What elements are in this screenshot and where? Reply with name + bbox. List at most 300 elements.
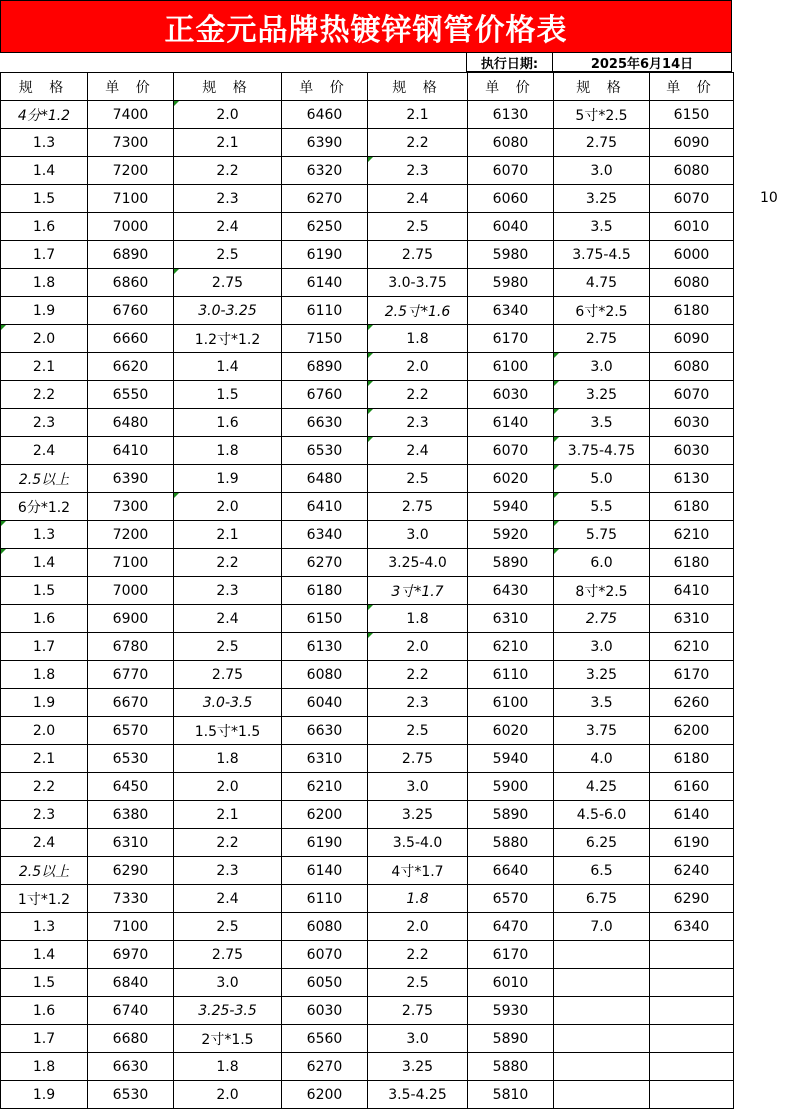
- price-cell: 6890: [88, 241, 174, 269]
- price-cell: 6430: [468, 577, 554, 605]
- price-cell: 7000: [88, 213, 174, 241]
- price-cell: 7330: [88, 885, 174, 913]
- table-row: [1, 465, 734, 493]
- spec-cell: 1.3: [1, 913, 88, 941]
- price-cell: [650, 941, 734, 969]
- price-cell: 5940: [468, 745, 554, 773]
- price-cell: 6040: [468, 213, 554, 241]
- table-row: [1, 857, 734, 885]
- price-cell: 6210: [468, 633, 554, 661]
- price-cell: 6170: [650, 661, 734, 689]
- price-cell: 7000: [88, 577, 174, 605]
- spec-cell: 2.4: [174, 213, 282, 241]
- price-cell: 6190: [282, 241, 368, 269]
- price-header: 单 价: [282, 73, 368, 101]
- price-cell: 6090: [650, 325, 734, 353]
- spec-cell: 2.75: [174, 941, 282, 969]
- price-cell: 6190: [282, 829, 368, 857]
- spec-cell: 3.0: [554, 157, 650, 185]
- spec-cell: 3.0: [554, 353, 650, 381]
- price-cell: [650, 1053, 734, 1081]
- price-cell: 6680: [88, 1025, 174, 1053]
- spec-cell: 1.6: [1, 213, 88, 241]
- price-cell: 6630: [88, 1053, 174, 1081]
- price-cell: 6740: [88, 997, 174, 1025]
- price-cell: 6200: [650, 717, 734, 745]
- price-cell: 6340: [282, 521, 368, 549]
- price-cell: 6530: [88, 745, 174, 773]
- price-cell: 6460: [282, 101, 368, 129]
- price-cell: 6450: [88, 773, 174, 801]
- spec-cell: 2.1: [368, 101, 468, 129]
- price-cell: 7200: [88, 521, 174, 549]
- table-row: [1, 605, 734, 633]
- spec-cell: 2.5以上: [1, 465, 88, 493]
- price-cell: 6210: [650, 521, 734, 549]
- price-cell: 6340: [468, 297, 554, 325]
- spec-cell: 2.4: [174, 885, 282, 913]
- price-cell: 6310: [282, 745, 368, 773]
- table-row: [1, 829, 734, 857]
- spec-cell: 2.5: [174, 913, 282, 941]
- spec-cell: 3.0: [174, 969, 282, 997]
- price-cell: 6110: [468, 661, 554, 689]
- price-cell: 6320: [282, 157, 368, 185]
- spec-cell: 2.4: [1, 829, 88, 857]
- spec-cell: 2.0: [174, 773, 282, 801]
- spec-cell: 3.5: [554, 213, 650, 241]
- price-cell: 6290: [650, 885, 734, 913]
- spec-cell: 4.25: [554, 773, 650, 801]
- price-cell: 5920: [468, 521, 554, 549]
- spec-cell: 1寸*1.2: [1, 885, 88, 913]
- table-row: [1, 1053, 734, 1081]
- price-cell: 6630: [282, 717, 368, 745]
- spec-cell: 1.5: [1, 577, 88, 605]
- spec-cell: 2.2: [368, 661, 468, 689]
- spec-cell: 1.7: [1, 633, 88, 661]
- spec-cell: 2.75: [368, 493, 468, 521]
- spec-cell: 2.5寸*1.6: [368, 297, 468, 325]
- spec-cell: 2.5以上: [1, 857, 88, 885]
- spec-cell: 2.75: [554, 605, 650, 633]
- spec-cell: 5.0: [554, 465, 650, 493]
- spec-cell: 3.0: [368, 521, 468, 549]
- spec-cell: 3.5: [554, 409, 650, 437]
- price-cell: 6630: [282, 409, 368, 437]
- price-cell: 6570: [468, 885, 554, 913]
- price-cell: 5880: [468, 829, 554, 857]
- price-cell: 6270: [282, 185, 368, 213]
- spec-cell: 6.25: [554, 829, 650, 857]
- price-cell: 7200: [88, 157, 174, 185]
- price-cell: 6110: [282, 297, 368, 325]
- price-cell: 6210: [282, 773, 368, 801]
- spec-cell: 5.75: [554, 521, 650, 549]
- price-cell: 6260: [650, 689, 734, 717]
- price-cell: 6130: [468, 101, 554, 129]
- table-row: [1, 157, 734, 185]
- spec-cell: 2.75: [554, 129, 650, 157]
- price-cell: 6900: [88, 605, 174, 633]
- price-cell: 6270: [282, 549, 368, 577]
- price-cell: 6390: [88, 465, 174, 493]
- spec-cell: 1.5: [1, 185, 88, 213]
- spec-cell: 2.1: [174, 521, 282, 549]
- spec-cell: 3.0: [554, 633, 650, 661]
- spec-cell: 3.75-4.75: [554, 437, 650, 465]
- spec-cell: 2.2: [174, 829, 282, 857]
- price-cell: 6310: [650, 605, 734, 633]
- spec-cell: [554, 1053, 650, 1081]
- price-cell: 6470: [468, 913, 554, 941]
- spec-cell: 1.8: [1, 661, 88, 689]
- price-cell: 6180: [650, 493, 734, 521]
- spec-cell: 1.9: [1, 1081, 88, 1109]
- spec-cell: 2.75: [368, 241, 468, 269]
- spec-cell: 2.3: [368, 409, 468, 437]
- spec-cell: 3.5-4.25: [368, 1081, 468, 1109]
- price-cell: 6060: [468, 185, 554, 213]
- spec-cell: 1.8: [1, 1053, 88, 1081]
- spec-cell: 3.25: [554, 661, 650, 689]
- spec-cell: 8寸*2.5: [554, 577, 650, 605]
- table-row: [1, 549, 734, 577]
- price-cell: 6770: [88, 661, 174, 689]
- price-cell: 6070: [468, 157, 554, 185]
- table-row: [1, 801, 734, 829]
- price-cell: 6040: [282, 689, 368, 717]
- table-row: [1, 409, 734, 437]
- spec-cell: 3.0: [368, 773, 468, 801]
- spec-cell: 2.4: [368, 185, 468, 213]
- spec-cell: 3.0-3.5: [174, 689, 282, 717]
- price-cell: [650, 1081, 734, 1109]
- spec-cell: 2.5: [368, 717, 468, 745]
- table-row: [1, 129, 734, 157]
- spec-header: 规 格: [554, 73, 650, 101]
- price-cell: 6780: [88, 633, 174, 661]
- table-row: [1, 941, 734, 969]
- price-cell: 5880: [468, 1053, 554, 1081]
- price-cell: 6080: [650, 353, 734, 381]
- date-label: 执行日期:: [466, 53, 552, 72]
- price-cell: 6130: [282, 633, 368, 661]
- spec-header: 规 格: [174, 73, 282, 101]
- spec-cell: 2.5: [368, 213, 468, 241]
- spec-cell: 2.2: [1, 381, 88, 409]
- price-cell: 6140: [282, 269, 368, 297]
- price-cell: 6480: [282, 465, 368, 493]
- price-cell: 6180: [282, 577, 368, 605]
- price-cell: 6660: [88, 325, 174, 353]
- spec-cell: 2.75: [368, 745, 468, 773]
- spec-cell: 6分*1.2: [1, 493, 88, 521]
- spec-cell: 1.8: [174, 745, 282, 773]
- price-cell: 6890: [282, 353, 368, 381]
- price-cell: 6760: [88, 297, 174, 325]
- table-row: [1, 493, 734, 521]
- spec-cell: 2.2: [368, 941, 468, 969]
- spec-cell: 1.8: [174, 1053, 282, 1081]
- spec-cell: 2.2: [368, 381, 468, 409]
- price-cell: 6010: [468, 969, 554, 997]
- price-cell: 6310: [468, 605, 554, 633]
- price-cell: 6170: [468, 941, 554, 969]
- table-row: [1, 269, 734, 297]
- price-cell: 6020: [468, 465, 554, 493]
- spec-cell: 3寸*1.7: [368, 577, 468, 605]
- price-cell: 6310: [88, 829, 174, 857]
- price-cell: 6410: [88, 437, 174, 465]
- price-cell: 6180: [650, 745, 734, 773]
- price-cell: 6270: [282, 1053, 368, 1081]
- price-cell: 6640: [468, 857, 554, 885]
- spec-cell: 2.3: [368, 689, 468, 717]
- table-row: [1, 633, 734, 661]
- price-cell: 6530: [282, 437, 368, 465]
- spec-cell: 1.8: [174, 437, 282, 465]
- price-cell: 6130: [650, 465, 734, 493]
- price-cell: 6100: [468, 353, 554, 381]
- table-row: [1, 661, 734, 689]
- price-cell: 6200: [282, 801, 368, 829]
- spec-cell: 2.0: [1, 717, 88, 745]
- price-cell: 5980: [468, 241, 554, 269]
- price-cell: 6390: [282, 129, 368, 157]
- price-cell: 6030: [650, 437, 734, 465]
- spec-cell: 2.0: [174, 493, 282, 521]
- price-cell: 5890: [468, 549, 554, 577]
- spec-cell: 6.5: [554, 857, 650, 885]
- spec-cell: 3.5-4.0: [368, 829, 468, 857]
- table-row: [1, 1025, 734, 1053]
- spec-cell: 3.25-4.0: [368, 549, 468, 577]
- table-row: [1, 773, 734, 801]
- spec-cell: 5.5: [554, 493, 650, 521]
- price-cell: 6050: [282, 969, 368, 997]
- table-row: [1, 101, 734, 129]
- price-cell: 6480: [88, 409, 174, 437]
- price-cell: 6210: [650, 633, 734, 661]
- price-cell: 7100: [88, 185, 174, 213]
- table-row: [1, 885, 734, 913]
- spec-cell: 2.0: [1, 325, 88, 353]
- price-cell: 5810: [468, 1081, 554, 1109]
- price-cell: 6140: [282, 857, 368, 885]
- price-cell: 6020: [468, 717, 554, 745]
- spec-cell: 3.75: [554, 717, 650, 745]
- price-cell: 6070: [650, 381, 734, 409]
- spec-cell: 1.8: [1, 269, 88, 297]
- spec-cell: 6寸*2.5: [554, 297, 650, 325]
- price-cell: 6030: [650, 409, 734, 437]
- spec-header: 规 格: [1, 73, 88, 101]
- price-cell: 6080: [282, 913, 368, 941]
- spec-cell: 6.75: [554, 885, 650, 913]
- price-cell: 7400: [88, 101, 174, 129]
- table-row: [1, 745, 734, 773]
- spec-cell: 3.25-3.5: [174, 997, 282, 1025]
- price-cell: 6570: [88, 717, 174, 745]
- spec-cell: 2.75: [174, 661, 282, 689]
- price-cell: 5890: [468, 1025, 554, 1053]
- spec-cell: [554, 997, 650, 1025]
- table-row: [1, 241, 734, 269]
- spec-cell: 3.0-3.75: [368, 269, 468, 297]
- spec-cell: 2.0: [368, 913, 468, 941]
- spec-cell: 2.3: [368, 157, 468, 185]
- spec-cell: 2.75: [174, 269, 282, 297]
- price-cell: 6860: [88, 269, 174, 297]
- spec-cell: 2.3: [174, 185, 282, 213]
- spec-cell: 4.75: [554, 269, 650, 297]
- table-row: [1, 913, 734, 941]
- table-row: [1, 1081, 734, 1109]
- price-cell: 6110: [282, 885, 368, 913]
- price-cell: 6160: [650, 773, 734, 801]
- spec-cell: [554, 1081, 650, 1109]
- spec-cell: 1.5: [1, 969, 88, 997]
- spec-cell: 1.4: [1, 157, 88, 185]
- price-cell: 6100: [468, 689, 554, 717]
- spec-cell: 4寸*1.7: [368, 857, 468, 885]
- price-cell: 6030: [282, 997, 368, 1025]
- price-cell: 6760: [282, 381, 368, 409]
- price-cell: 6150: [650, 101, 734, 129]
- spec-cell: 2.0: [368, 353, 468, 381]
- spec-cell: 2.3: [174, 857, 282, 885]
- price-cell: 6170: [468, 325, 554, 353]
- spec-cell: 2.75: [368, 997, 468, 1025]
- spec-cell: 1.4: [1, 941, 88, 969]
- spec-cell: [554, 969, 650, 997]
- price-cell: 6250: [282, 213, 368, 241]
- side-note: 10: [760, 190, 778, 206]
- spec-cell: 2.2: [174, 549, 282, 577]
- spec-cell: 2.4: [174, 605, 282, 633]
- spec-cell: 3.5: [554, 689, 650, 717]
- price-cell: 6190: [650, 829, 734, 857]
- table-row: [1, 185, 734, 213]
- table-row: [1, 969, 734, 997]
- price-cell: 7150: [282, 325, 368, 353]
- spec-cell: 2.0: [174, 1081, 282, 1109]
- spec-cell: 1.5寸*1.5: [174, 717, 282, 745]
- price-cell: 6080: [650, 157, 734, 185]
- price-cell: 6070: [282, 941, 368, 969]
- price-cell: 5940: [468, 493, 554, 521]
- spec-cell: 2.3: [1, 801, 88, 829]
- date-value: 2025年6月14日: [552, 53, 732, 72]
- spec-cell: 2.2: [174, 157, 282, 185]
- price-cell: 5890: [468, 801, 554, 829]
- price-cell: 6840: [88, 969, 174, 997]
- price-cell: 7100: [88, 549, 174, 577]
- spec-cell: 3.25: [554, 185, 650, 213]
- spec-cell: 2.1: [174, 129, 282, 157]
- price-cell: 5980: [468, 269, 554, 297]
- spec-cell: 3.75-4.5: [554, 241, 650, 269]
- spec-cell: 6.0: [554, 549, 650, 577]
- table-row: [1, 997, 734, 1025]
- table-row: [1, 381, 734, 409]
- spec-cell: 3.0-3.25: [174, 297, 282, 325]
- price-cell: 6090: [650, 129, 734, 157]
- spec-cell: 5寸*2.5: [554, 101, 650, 129]
- date-row: [0, 53, 733, 72]
- price-cell: 6140: [650, 801, 734, 829]
- spec-cell: 2.4: [1, 437, 88, 465]
- price-header: 单 价: [88, 73, 174, 101]
- page-title: 正金元品牌热镀锌钢管价格表: [0, 0, 732, 53]
- spec-cell: 1.4: [1, 549, 88, 577]
- spec-cell: 1.3: [1, 129, 88, 157]
- spec-cell: 1.8: [368, 605, 468, 633]
- spec-cell: 1.2寸*1.2: [174, 325, 282, 353]
- price-cell: 6550: [88, 381, 174, 409]
- price-cell: 5900: [468, 773, 554, 801]
- spec-cell: 2.2: [1, 773, 88, 801]
- spec-cell: 3.0: [368, 1025, 468, 1053]
- spec-cell: 1.6: [1, 997, 88, 1025]
- spec-cell: [554, 941, 650, 969]
- table-row: [1, 717, 734, 745]
- spec-cell: 2.0: [174, 101, 282, 129]
- spec-cell: 4.0: [554, 745, 650, 773]
- spec-cell: 4.5-6.0: [554, 801, 650, 829]
- spec-cell: 2.5: [174, 241, 282, 269]
- price-cell: 6380: [88, 801, 174, 829]
- spec-cell: 1.3: [1, 521, 88, 549]
- spec-cell: 3.25: [368, 1053, 468, 1081]
- price-cell: 5930: [468, 997, 554, 1025]
- spec-cell: 3.25: [554, 381, 650, 409]
- spec-cell: 1.6: [174, 409, 282, 437]
- spec-cell: 2.5: [174, 633, 282, 661]
- spec-cell: 2.3: [1, 409, 88, 437]
- spec-cell: 2.3: [174, 577, 282, 605]
- price-cell: 6410: [650, 577, 734, 605]
- price-header: 单 价: [468, 73, 554, 101]
- price-cell: 6140: [468, 409, 554, 437]
- table-row: [1, 689, 734, 717]
- price-cell: 6240: [650, 857, 734, 885]
- price-cell: 6970: [88, 941, 174, 969]
- spec-cell: 1.8: [368, 325, 468, 353]
- spec-cell: 2.1: [174, 801, 282, 829]
- spec-cell: 2.75: [554, 325, 650, 353]
- spec-cell: 2.2: [368, 129, 468, 157]
- price-cell: 6560: [282, 1025, 368, 1053]
- price-cell: 6200: [282, 1081, 368, 1109]
- spec-cell: 2.1: [1, 745, 88, 773]
- table-row: [1, 521, 734, 549]
- price-table: [0, 72, 734, 1109]
- price-header: 单 价: [650, 73, 734, 101]
- spec-cell: 1.9: [1, 689, 88, 717]
- spec-cell: 1.7: [1, 241, 88, 269]
- spec-cell: 1.8: [368, 885, 468, 913]
- price-cell: [650, 997, 734, 1025]
- spec-header: 规 格: [368, 73, 468, 101]
- table-row: [1, 577, 734, 605]
- price-cell: [650, 1025, 734, 1053]
- spec-cell: 2.0: [368, 633, 468, 661]
- price-cell: 7300: [88, 493, 174, 521]
- price-cell: 6290: [88, 857, 174, 885]
- spec-cell: 1.5: [174, 381, 282, 409]
